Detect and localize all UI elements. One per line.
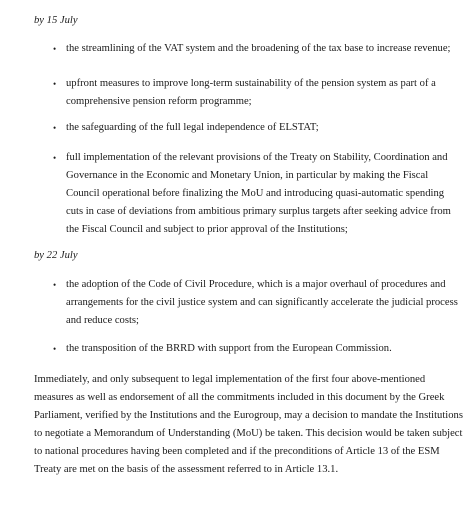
list-item <box>0 340 471 358</box>
list-item-text: full implementation of the relevant provisions of the Treaty on Stability, Coordination and Governance in the Economic and Monetary Union, in particular by making the Fiscal Council operational before finalizing the MoU and introducing quasi-automatic spending cuts in case of deviations from ambitious primary surplus targets after seeking advice from the Fiscal Council and subject to prior approval of the Institutions; <box>66 152 451 235</box>
bullet-icon: • <box>53 44 57 54</box>
bullet-icon: • <box>53 280 57 290</box>
bullet-icon: • <box>53 153 57 163</box>
list-item-text: the streamlining of the VAT system and the broadening of the tax base to increase revenue; <box>66 43 451 54</box>
list-item <box>0 75 471 119</box>
list-item-text: the adoption of the Code of Civil Procedure, which is a major overhaul of procedures and arrangements for the civil justice system and can significantly accelerate the judicial process and reduce costs; <box>66 279 458 326</box>
section-heading-15-july: by 15 July <box>34 15 78 26</box>
bullet-list-22-july <box>0 276 471 358</box>
bullet-icon: • <box>53 79 57 89</box>
closing-paragraph: Immediately, and only subsequent to legal implementation of the first four above-mentioned measures as well as endorsement of all the commitments included in this document by the Greek Parliament, verified by the Institutions and the Eurogroup, may a decision to mandate the Institutions to negotiate a Memorandum of Understanding (MoU) be taken. This decision would be taken subject to national procedures having been completed and if the preconditions of Article 13 of the ESM Treaty are met on the basis of the assessment referred to in Article 13.1. <box>34 374 463 475</box>
list-item-text: the transposition of the BRRD with support from the European Commission. <box>66 343 392 354</box>
bullet-icon: • <box>53 344 57 354</box>
list-item-text: the safeguarding of the full legal independence of ELSTAT; <box>66 122 319 133</box>
bullet-icon: • <box>53 123 57 133</box>
list-item <box>0 149 471 239</box>
list-item <box>0 40 471 75</box>
section-heading-22-july: by 22 July <box>34 250 78 261</box>
bullet-list-15-july <box>0 40 471 239</box>
list-item <box>0 276 471 340</box>
list-item-text: upfront measures to improve long-term sustainability of the pension system as part of a comprehensive pension reform programme; <box>66 78 436 107</box>
list-item <box>0 119 471 149</box>
